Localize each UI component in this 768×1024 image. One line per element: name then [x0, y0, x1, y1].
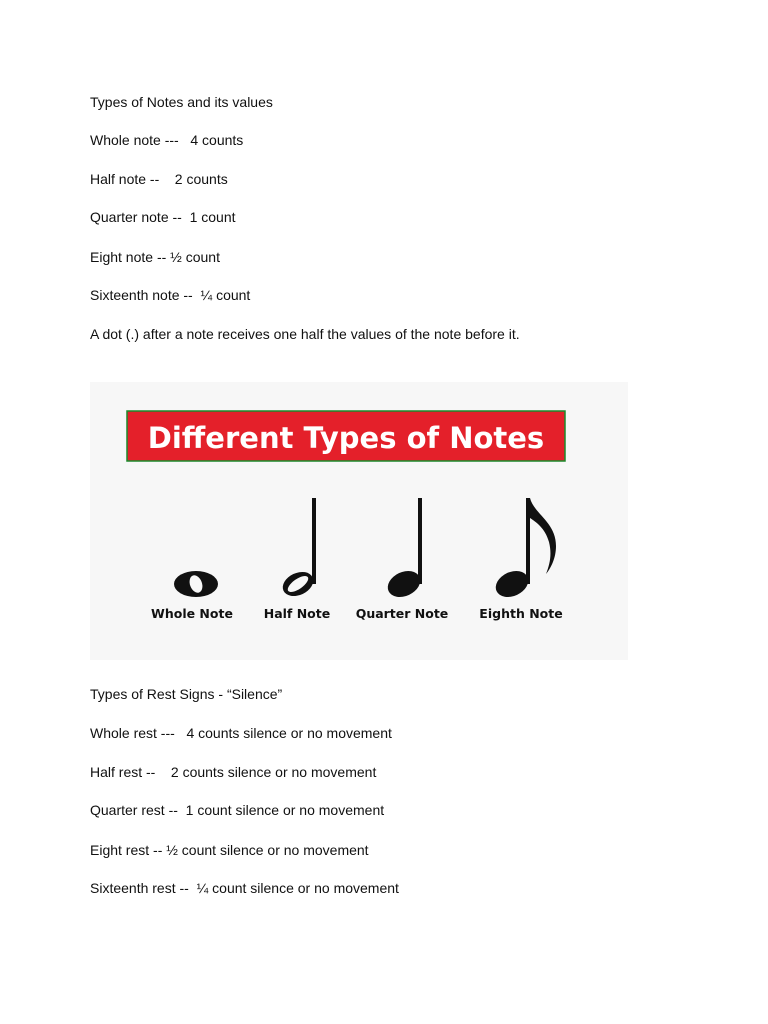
rest-value-quarter: Quarter rest -- 1 count silence or no movement: [90, 802, 385, 818]
note-value-sixteenth: Sixteenth note -- ¼ count: [90, 287, 251, 303]
note-value-whole: Whole note --- 4 counts: [90, 132, 244, 148]
label-half-note: Half Note: [263, 606, 331, 621]
note-value-half: Half note -- 2 counts: [90, 171, 228, 187]
rest-value-whole: Whole rest --- 4 counts silence or no movement: [90, 725, 392, 741]
label-whole-note: Whole Note: [151, 606, 233, 621]
dot-rule-text: A dot (.) after a note receives one half the values of the note before it.: [90, 326, 520, 342]
label-eighth-note: Eighth Note: [479, 606, 563, 621]
half-note-icon: [279, 498, 317, 601]
notes-heading: Types of Notes and its values: [90, 94, 273, 110]
rest-value-eighth: Eight rest -- ½ count silence or no movement: [90, 842, 369, 858]
label-quarter-note: Quarter Note: [355, 606, 449, 621]
note-value-quarter: Quarter note -- 1 count: [90, 209, 236, 225]
rest-value-sixteenth: Sixteenth rest -- ¼ count silence or no movement: [90, 880, 399, 896]
note-value-eighth: Eight note -- ½ count: [90, 249, 220, 265]
whole-note-icon: [174, 571, 218, 597]
rest-value-half: Half rest -- 2 counts silence or no movement: [90, 764, 377, 780]
note-types-illustration: [90, 382, 628, 660]
rests-heading: Types of Rest Signs - “Silence”: [90, 686, 283, 702]
note-types-figure: [90, 382, 628, 660]
quarter-note-icon: [384, 498, 425, 602]
eighth-note-icon: [492, 498, 556, 602]
banner-title: Different Types of Notes: [147, 421, 545, 455]
